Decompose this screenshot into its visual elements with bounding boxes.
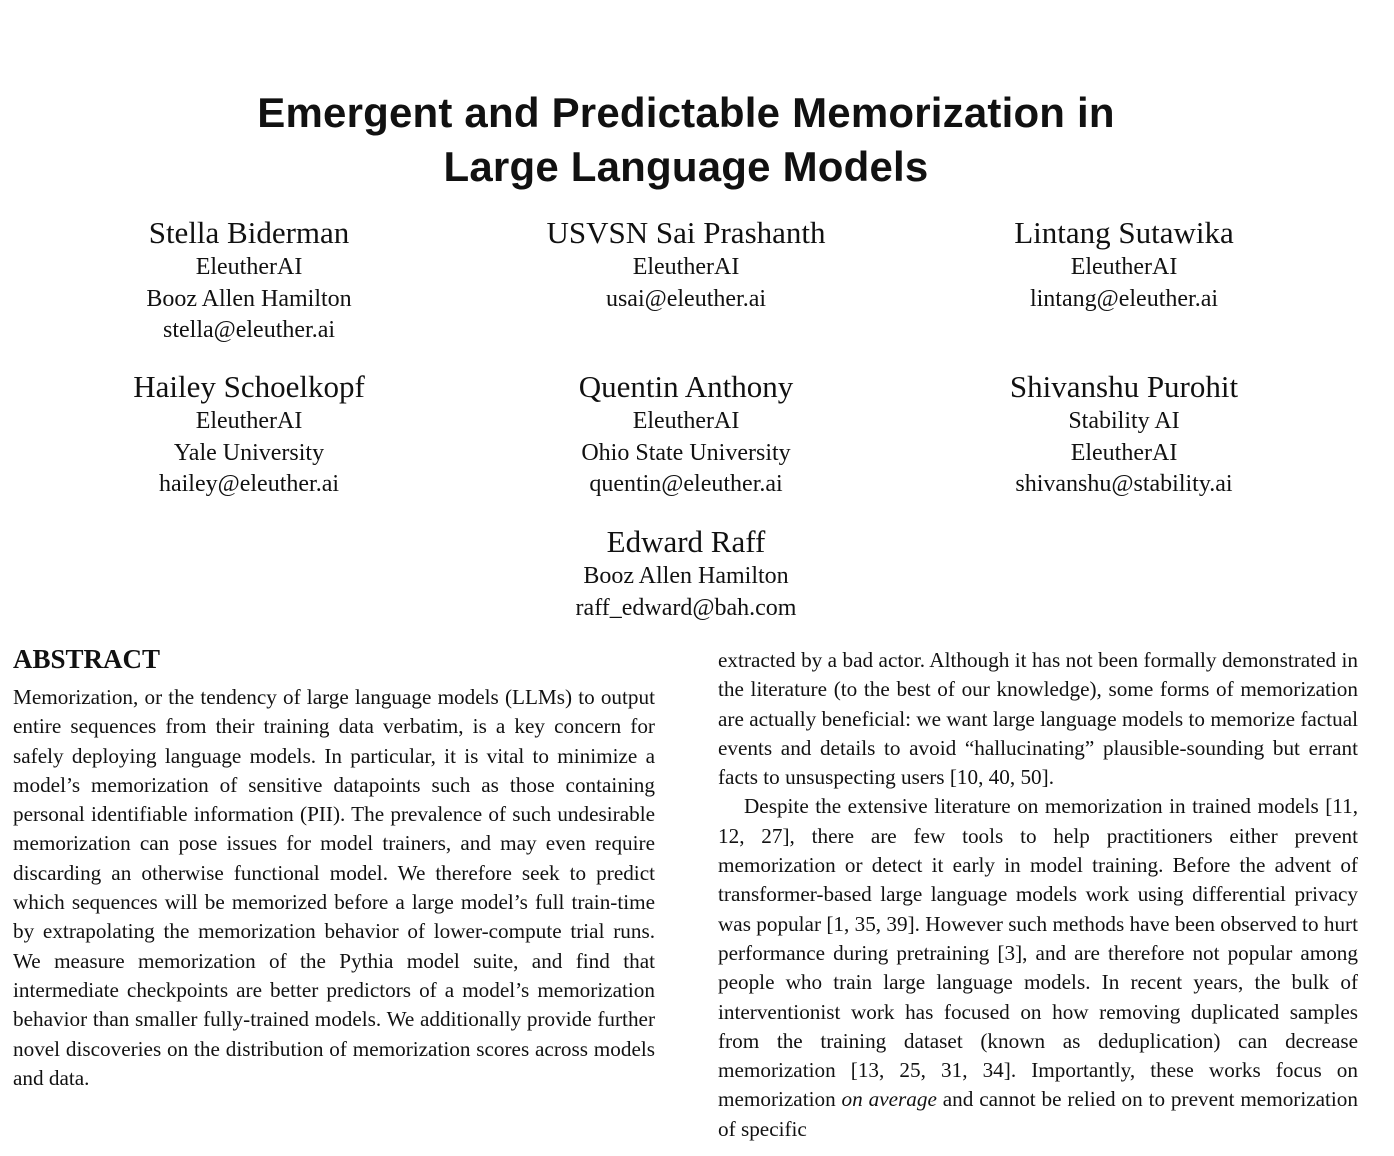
author-email: hailey@eleuther.ai — [158, 471, 340, 497]
author-affiliation: EleutherAI — [632, 254, 740, 280]
author-email: shivanshu@stability.ai — [1015, 471, 1233, 497]
author-name: Quentin Anthony — [578, 369, 794, 404]
author-name: USVSN Sai Prashanth — [546, 215, 826, 250]
author-email: lintang@eleuther.ai — [1029, 285, 1219, 312]
body-text: Despite the extensive literature on memorization in trained models [11, 12, 27], there are few tools to help practitioners either prevent memorization or detect it early in model training. Before the advent of transformer-based large language models work using differential privacy was popular [1, 35, 39]. However such methods have been observed to hurt performance during pretraining [3], and are therefore not popular among people who train large language models. In recent years, the bulk of interventionist work has focused on how removing duplicated samples from the training dataset (known as deduplication) can decrease memorization [13, 25, 31, 34]. Importantly, these works focus on memorization — [718, 794, 1358, 1112]
body-paragraph: extracted by a bad actor. Although it has not been formally demonstrated in the literature (to the best of our knowledge), some forms of memorization are actually beneficial: we want large language models to memorize factual events and details to avoid “hallucinating” plausible-sounding but errant facts to unsuspecting users [10, 40, 50]. — [718, 648, 1358, 790]
author-affiliation: Booz Allen Hamilton — [146, 285, 352, 312]
abstract-paragraph: Memorization, or the tendency of large language models (LLMs) to output entire sequences from their training data verbatim, is a key concern for safely deploying language models. In particular, it is vital to minimize a model’s memorization of sensitive datapoints such as those containing personal identifiable information (PII). The prevalence of such undesirable memorization can pose issues for model trainers, and may even require discarding an otherwise functional model. We therefore seek to predict which sequences will be memorized before a large model’s full train-time by extrapolating the memorization behavior of lower-compute trial runs. We measure memorization of the Pythia model suite, and find that intermediate checkpoints are better predictors of a model’s memorization behavior than smaller fully-trained models. We additionally provide further novel discoveries on the distribution of memorization scores across models and data. — [13, 685, 655, 1090]
author-affiliation: EleutherAI — [195, 254, 303, 280]
author-block — [466, 215, 906, 315]
author-affiliation: Ohio State University — [581, 439, 791, 466]
author-email: usai@eleuther.ai — [605, 285, 767, 312]
author-name: Lintang Sutawika — [1014, 215, 1234, 250]
author-block — [904, 215, 1344, 315]
author-affiliation: Stability AI — [1068, 408, 1180, 434]
author-block — [904, 369, 1344, 501]
author-block — [29, 215, 469, 347]
author-block — [466, 369, 906, 501]
author-email: raff_edward@bah.com — [575, 594, 797, 621]
title-line-2: Large Language Models — [443, 143, 929, 190]
author-email: stella@eleuther.ai — [162, 317, 336, 343]
author-affiliation: EleutherAI — [1070, 254, 1178, 280]
author-name: Shivanshu Purohit — [1009, 369, 1239, 404]
right-column-text — [718, 646, 1358, 1156]
paper-title — [0, 86, 1372, 194]
author-affiliation: EleutherAI — [632, 408, 740, 434]
author-affiliation: Booz Allen Hamilton — [583, 563, 789, 589]
body-emphasis: on average — [841, 1087, 937, 1112]
author-affiliation: EleutherAI — [195, 408, 303, 434]
title-line-1: Emergent and Predictable Memorization in — [257, 89, 1115, 136]
author-affiliation: Yale University — [173, 439, 325, 466]
abstract-text — [13, 683, 655, 1093]
author-name: Stella Biderman — [148, 215, 350, 250]
author-affiliation: EleutherAI — [1070, 439, 1178, 466]
author-block — [29, 369, 469, 501]
author-email: quentin@eleuther.ai — [589, 471, 783, 497]
body-paragraph — [718, 792, 1358, 1144]
author-name: Hailey Schoelkopf — [133, 369, 365, 404]
author-name: Edward Raff — [606, 524, 766, 559]
author-block — [466, 524, 906, 624]
abstract-heading: ABSTRACT — [13, 644, 161, 674]
body-text: and cannot be relied on to prevent memorization of specific — [718, 1087, 1358, 1141]
